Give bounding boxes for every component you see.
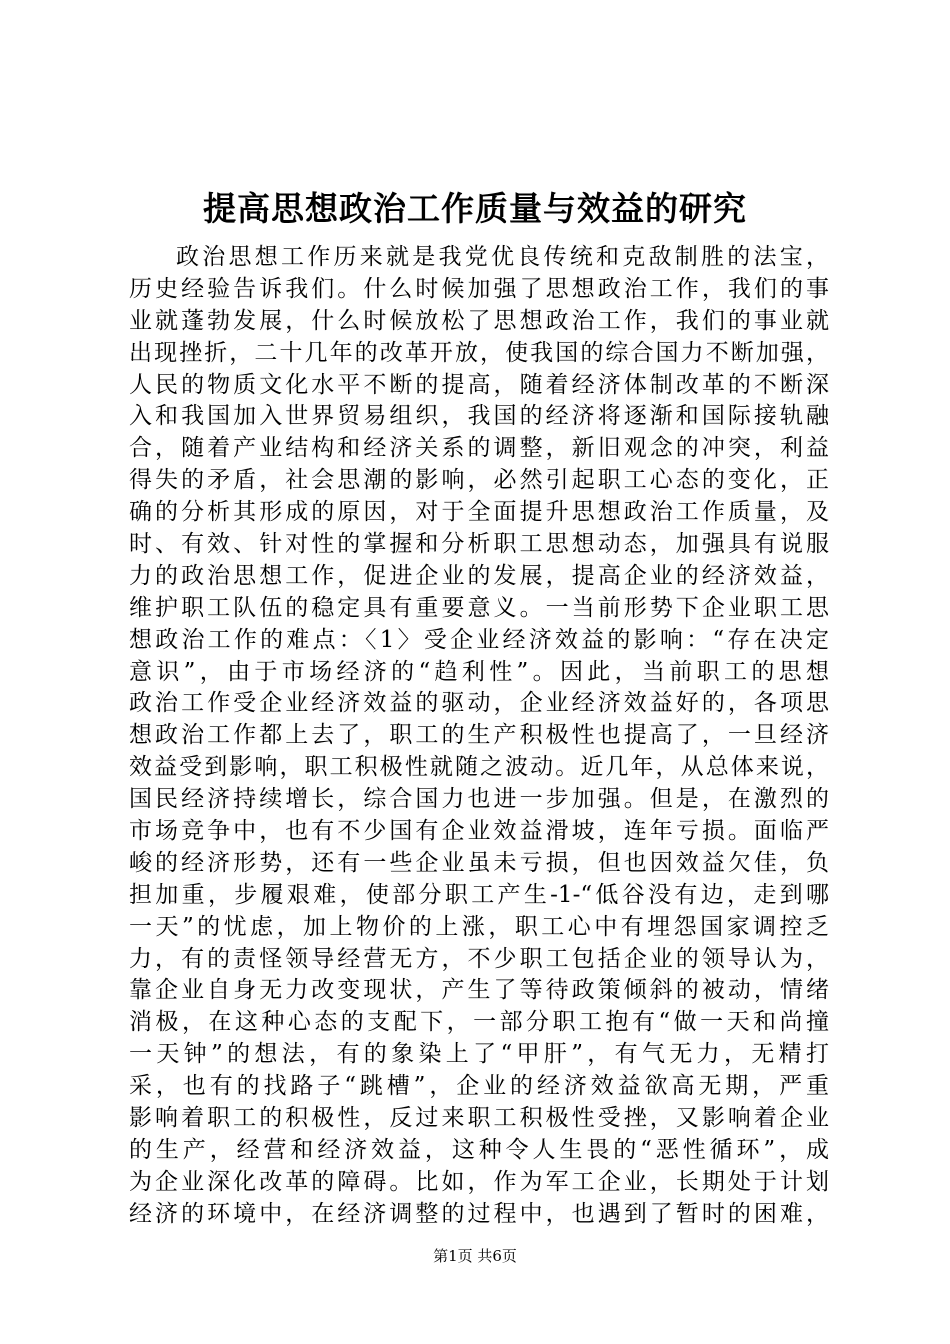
body-text-line: 想政治工作的难点：〈1〉受企业经济效益的影响：“存在决定: [129, 626, 829, 653]
body-text-line: 市场竞争中，也有不少国有企业效益滑坡，连年亏损。面临严: [129, 818, 829, 845]
body-text-line: 为企业深化改革的障碍。比如，作为军工企业，长期处于计划: [129, 1168, 829, 1195]
document-title: 提高思想政治工作质量与效益的研究: [203, 189, 747, 228]
page-footer: 第1页 共6页: [433, 1247, 517, 1265]
body-text-line: 靠企业自身无力改变现状，产生了等待政策倾斜的被动，情绪: [129, 977, 829, 1004]
body-text-line: 出现挫折，二十几年的改革开放，使我国的综合国力不断加强，: [129, 339, 829, 366]
document-body: [129, 242, 829, 1231]
body-text-line: 人民的物质文化水平不断的提高，随着经济体制改革的不断深: [129, 371, 829, 398]
body-text-line: 经济的环境中，在经济调整的过程中，也遇到了暂时的困难，: [129, 1200, 829, 1227]
body-text-line: 入和我国加入世界贸易组织，我国的经济将逐渐和国际接轨融: [129, 403, 829, 430]
body-text-line: 采，也有的找路子“跳槽”，企业的经济效益欲高无期，严重: [129, 1073, 829, 1100]
body-text-line: 政治工作受企业经济效益的驱动，企业经济效益好的，各项思: [129, 690, 829, 717]
body-text-line: 担加重，步履艰难，使部分职工产生-1-“低谷没有边，走到哪: [129, 881, 829, 908]
body-text-line: 维护职工队伍的稳定具有重要意义。一当前形势下企业职工思: [129, 594, 829, 621]
body-text-line: 国民经济持续增长，综合国力也进一步加强。但是，在激烈的: [129, 786, 829, 813]
body-text-line: 得失的矛盾，社会思潮的影响，必然引起职工心态的变化，正: [129, 467, 829, 494]
body-text-line: 消极，在这种心态的支配下，一部分职工抱有“做一天和尚撞: [129, 1009, 829, 1036]
body-text-line: 时、有效、针对性的掌握和分析职工思想动态，加强具有说服: [129, 531, 829, 558]
body-text-line: 业就蓬勃发展，什么时候放松了思想政治工作，我们的事业就: [129, 307, 829, 334]
body-text-line: 力的政治思想工作，促进企业的发展，提高企业的经济效益，: [129, 562, 829, 589]
body-text-line: 政治思想工作历来就是我党优良传统和克敌制胜的法宝，: [176, 244, 829, 270]
body-text-line: 效益受到影响，职工积极性就随之波动。近几年，从总体来说，: [129, 754, 829, 781]
body-text-line: 的生产，经营和经济效益，这种令人生畏的“恶性循环”，成: [129, 1136, 829, 1163]
body-text-line: 确的分析其形成的原因，对于全面提升思想政治工作质量，及: [129, 499, 829, 526]
body-text-line: 一天”的忧虑，加上物价的上涨，职工心中有埋怨国家调控乏: [129, 913, 829, 940]
body-text-line: 力，有的责怪领导经营无方，不少职工包括企业的领导认为，: [129, 945, 829, 972]
body-text-line: 意识”，由于市场经济的“趋利性”。因此，当前职工的思想: [129, 658, 829, 685]
body-text-line: 历史经验告诉我们。什么时候加强了思想政治工作，我们的事: [129, 275, 829, 302]
body-text-line: 峻的经济形势，还有一些企业虽未亏损，但也因效益欠佳，负: [129, 849, 829, 876]
body-text-line: 想政治工作都上去了，职工的生产积极性也提高了，一旦经济: [129, 722, 829, 749]
body-text-line: 合，随着产业结构和经济关系的调整，新旧观念的冲突，利益: [129, 435, 829, 462]
body-text-line: 影响着职工的积极性，反过来职工积极性受挫，又影响着企业: [129, 1105, 829, 1132]
body-text-line: 一天钟”的想法，有的象染上了“甲肝”，有气无力，无精打: [129, 1041, 829, 1068]
